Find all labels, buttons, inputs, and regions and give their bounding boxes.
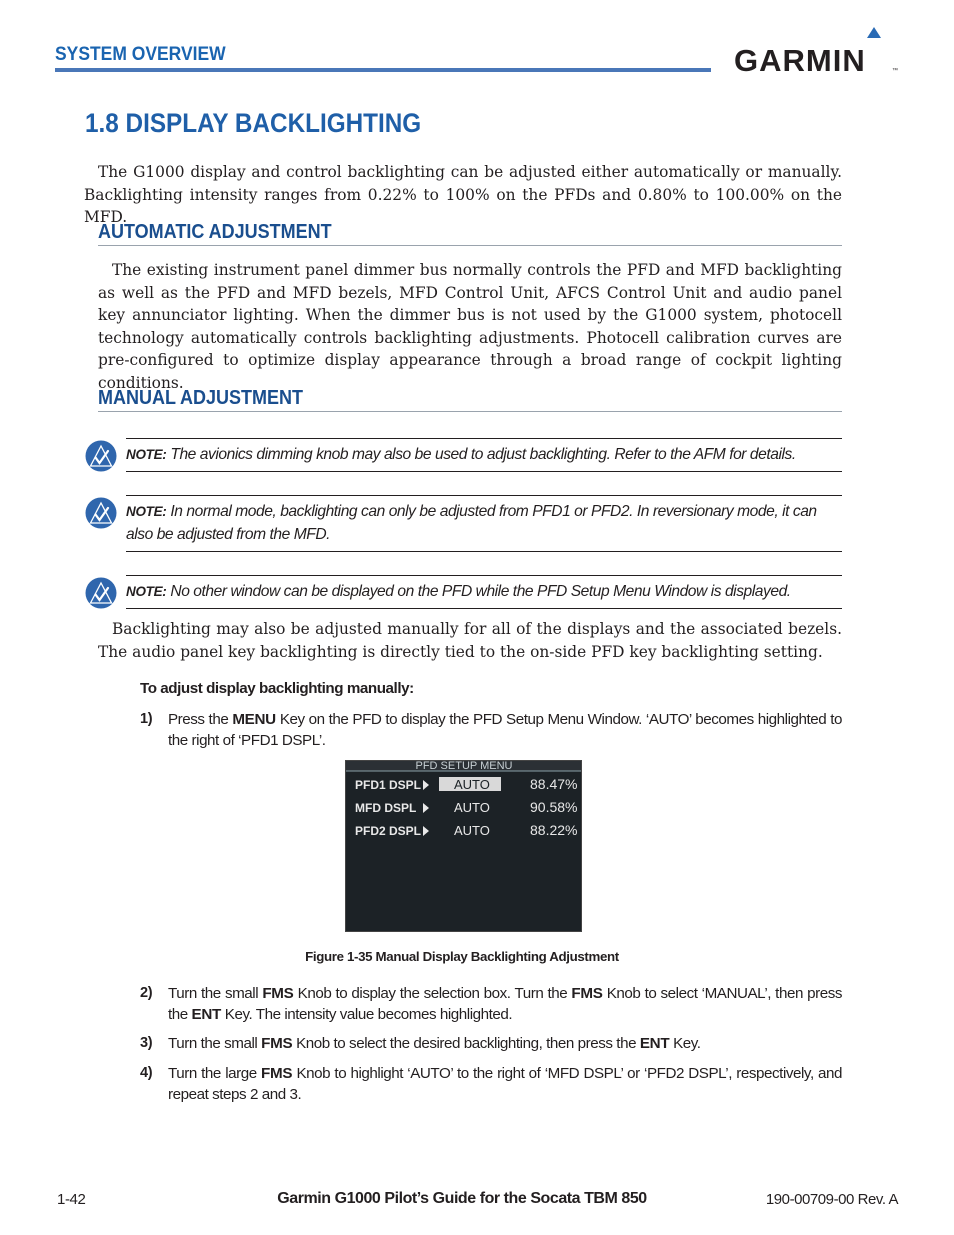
automatic-adjustment-heading: AUTOMATIC ADJUSTMENT [98, 221, 332, 243]
note-label: NOTE: [126, 584, 167, 599]
fms-knob: FMS [571, 985, 603, 1002]
garmin-triangle-icon [867, 27, 881, 38]
step-1-number: 1) [140, 711, 153, 727]
automatic-text: The existing instrument panel dimmer bus normally controls the PFD and MFD backlighting as well as the PFD and MFD bezels, MFD Control Unit, AFCS Control Unit and audio panel key annunciator lighting. When the dimmer bus is not used by the G1000 system, photocell technology automatically controls backlighting adjustments. Photocell calibration curves are pre-configured to optimize display appearance through a broad range of cockpit lighting conditions. [98, 261, 842, 392]
header-rule [55, 68, 711, 72]
pfd-row-mode-pfd2: AUTO [454, 823, 490, 838]
note-check-icon [85, 577, 117, 609]
fms-knob: FMS [262, 985, 294, 1002]
section-title: 1.8 DISPLAY BACKLIGHTING [85, 108, 422, 138]
ent-key: ENT [191, 1005, 222, 1023]
pfd-row-label-pfd2: PFD2 DSPL [355, 824, 422, 838]
note-3 [126, 580, 842, 603]
ent-key: ENT [639, 1035, 670, 1052]
note-bottom-rule [126, 608, 842, 609]
note-1 [126, 443, 842, 466]
note-top-rule [126, 438, 842, 439]
garmin-logo [733, 25, 901, 75]
manual-heading-rule [98, 411, 842, 412]
automatic-paragraph [98, 259, 842, 395]
procedure-title: To adjust display backlighting manually: [140, 680, 414, 697]
note-text: In normal mode, backlighting can only be adjusted from PFD1 or PFD2. In reversionary mode, it can also be adjusted from the MFD. [126, 503, 817, 543]
footer-title: Garmin G1000 Pilot’s Guide for the Socata TBM 850 [277, 1190, 647, 1207]
header-section-title: SYSTEM OVERVIEW [55, 44, 226, 65]
manual-paragraph [98, 618, 842, 663]
intro-text: The G1000 display and control backlighting can be adjusted either automatically or manually. Backlighting intensity ranges from 0.22% to 100% on the PFDs and 0.80% to 100.00% on the MFD. [84, 163, 842, 227]
footer-page-number: 1-42 [57, 1191, 86, 1208]
note-label: NOTE: [126, 504, 167, 519]
step-4-text: Turn the large FMS Knob to highlight ‘AUTO’ to the right of ‘MFD DSPL’ or ‘PFD2 DSPL’, respectively, and repeat steps 2 and 3. [168, 1065, 842, 1103]
note-bottom-rule [126, 551, 842, 552]
note-top-rule [126, 495, 842, 496]
pfd-row-label-mfd: MFD DSPL [355, 801, 417, 815]
step-2-text: Turn the small FMS Knob to display the selection box. Turn the FMS Knob to select ‘MANUAL’, then press the ENT Key. The intensity value becomes highlighted. [168, 985, 842, 1023]
pfd-row-mode-pfd1: AUTO [454, 777, 490, 792]
pfd-row-label-pfd1: PFD1 DSPL [355, 778, 422, 792]
fms-knob: FMS [261, 1035, 293, 1052]
intro-paragraph [84, 161, 842, 229]
step-1-text: Press the MENU Key on the PFD to display the PFD Setup Menu Window. ‘AUTO’ becomes highlighted to the right of ‘PFD1 DSPL’. [168, 711, 843, 749]
garmin-tm: ™ [892, 68, 898, 74]
note-top-rule [126, 575, 842, 576]
garmin-logo-text: GARMIN [734, 43, 866, 75]
pfd-menu-title: PFD SETUP MENU [415, 761, 513, 772]
pfd-row-mode-mfd: AUTO [454, 800, 490, 815]
pfd-row-value-pfd1: 88.47% [530, 776, 578, 792]
note-text: The avionics dimming knob may also be used to adjust backlighting. Refer to the AFM for details. [166, 446, 796, 463]
menu-key: MENU [232, 711, 276, 728]
note-label: NOTE: [126, 447, 167, 462]
automatic-heading-rule [98, 245, 842, 246]
figure-caption: Figure 1-35 Manual Display Backlighting Adjustment [305, 949, 619, 964]
pfd-setup-menu-window [345, 760, 582, 932]
manual-adjustment-heading: MANUAL ADJUSTMENT [98, 387, 304, 409]
step-3-text: Turn the small FMS Knob to select the desired backlighting, then press the ENT Key. [168, 1035, 701, 1052]
note-check-icon [85, 440, 117, 472]
fms-knob: FMS [261, 1065, 293, 1082]
pfd-row-value-mfd: 90.58% [530, 799, 578, 815]
note-text: No other window can be displayed on the PFD while the PFD Setup Menu Window is displayed. [166, 583, 791, 600]
footer-document-number: 190-00709-00 Rev. A [765, 1191, 898, 1208]
step-3-number: 3) [140, 1035, 153, 1051]
note-check-icon [85, 497, 117, 529]
step-4-number: 4) [140, 1065, 153, 1081]
manual-text: Backlighting may also be adjusted manually for all of the displays and the associated bezels. The audio panel key backlighting is directly tied to the on-side PFD key backlighting setting. [98, 620, 842, 661]
pfd-row-value-pfd2: 88.22% [530, 822, 578, 838]
note-2 [126, 500, 844, 546]
note-bottom-rule [126, 471, 842, 472]
step-2-number: 2) [140, 985, 153, 1001]
